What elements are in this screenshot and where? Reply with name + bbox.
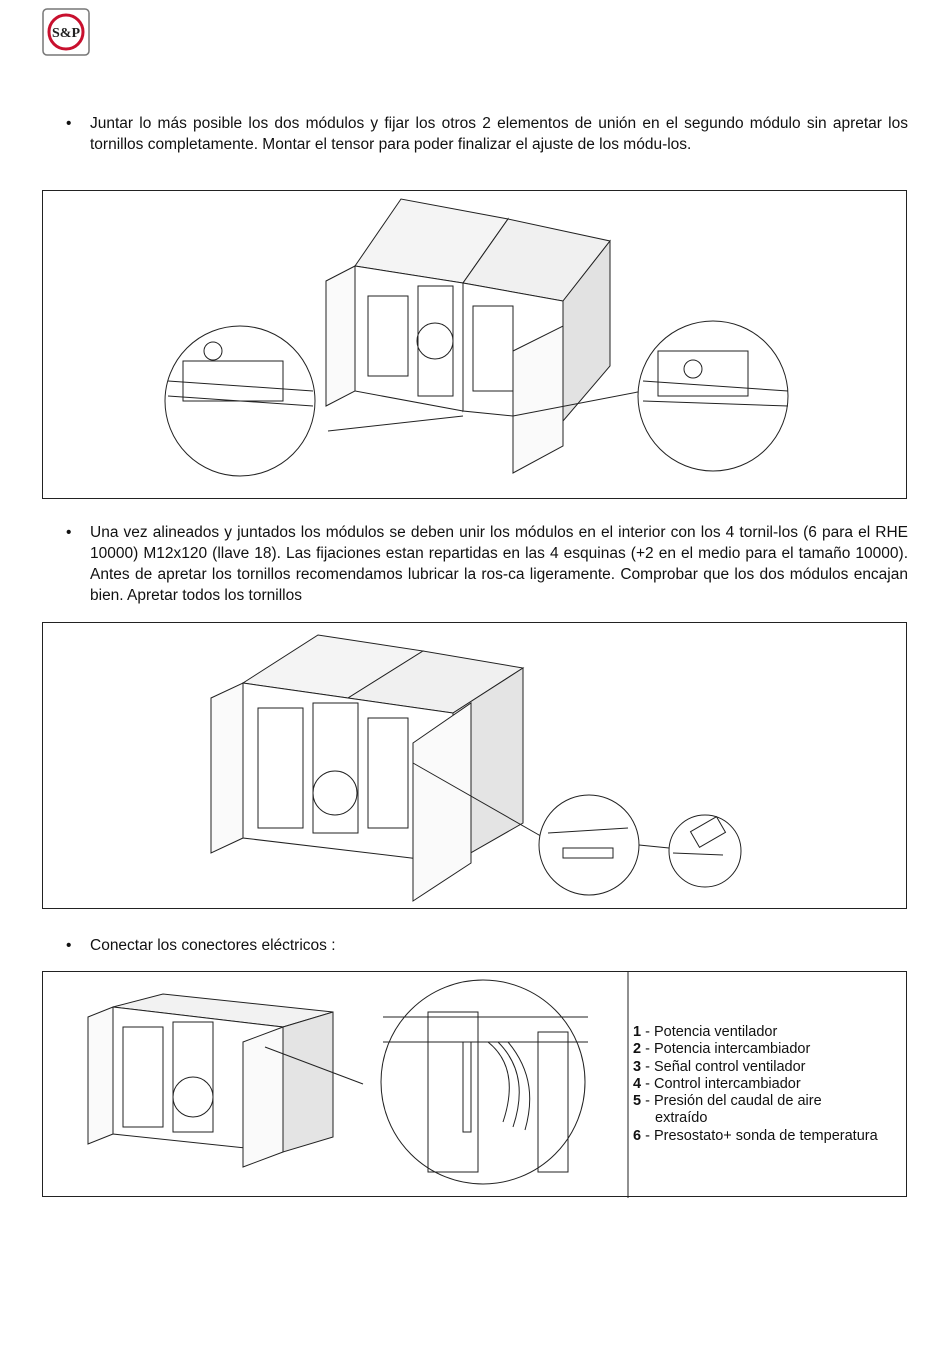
legend-label-continuation: extraído — [655, 1110, 708, 1127]
legend-item — [633, 1041, 905, 1058]
legend-label: - Señal control ventilador — [645, 1058, 806, 1075]
legend-number: 1 — [633, 1024, 642, 1040]
legend-item — [633, 1093, 905, 1110]
svg-text:S&P: S&P — [52, 26, 80, 41]
legend-label: - Control intercambiador — [645, 1075, 801, 1092]
legend-label: - Potencia intercambiador — [645, 1041, 811, 1058]
step-2-text: • Una vez alineados y juntados los módulos se deben unir los módulos en el interior con los 4 tornil-los (6 para el RHE 10000) M12x120 (llave 18). Las fijaciones estan repartidas en las 4 esquinas (+2 en el medio para el tamaño 10000). Antes de apretar los tornillos recomendamos lubricar la ros-ca ligeramente. Comprobar que los dos módulos encajan bien. Apretar todos los tornillos — [90, 522, 908, 606]
legend-item — [633, 1128, 905, 1145]
legend-label: - Presión del caudal de aire — [645, 1093, 822, 1110]
legend-label: - Potencia ventilador — [645, 1024, 778, 1040]
connector-legend — [633, 1024, 905, 1145]
figure-module-screws — [42, 622, 907, 909]
legend-number: 4 — [633, 1075, 642, 1092]
brand-logo — [42, 8, 90, 56]
legend-item — [633, 1076, 905, 1093]
legend-number: 3 — [633, 1058, 642, 1075]
legend-number: 2 — [633, 1041, 642, 1058]
step-3-text: • Conectar los conectores eléctricos : — [90, 935, 908, 956]
legend-number: 5 — [633, 1093, 642, 1110]
legend-label: - Presostato+ sonda de temperatura — [645, 1127, 878, 1144]
legend-item — [633, 1059, 905, 1076]
legend-number: 6 — [633, 1127, 642, 1144]
figure-module-join — [42, 190, 907, 499]
legend-item — [633, 1024, 905, 1041]
step-1-text: • Juntar lo más posible los dos módulos y fijar los otros 2 elementos de unión en el segundo módulo sin apretar los tornillos completamente. Montar el tensor para poder finalizar el ajuste de los módu-los. — [90, 113, 908, 155]
